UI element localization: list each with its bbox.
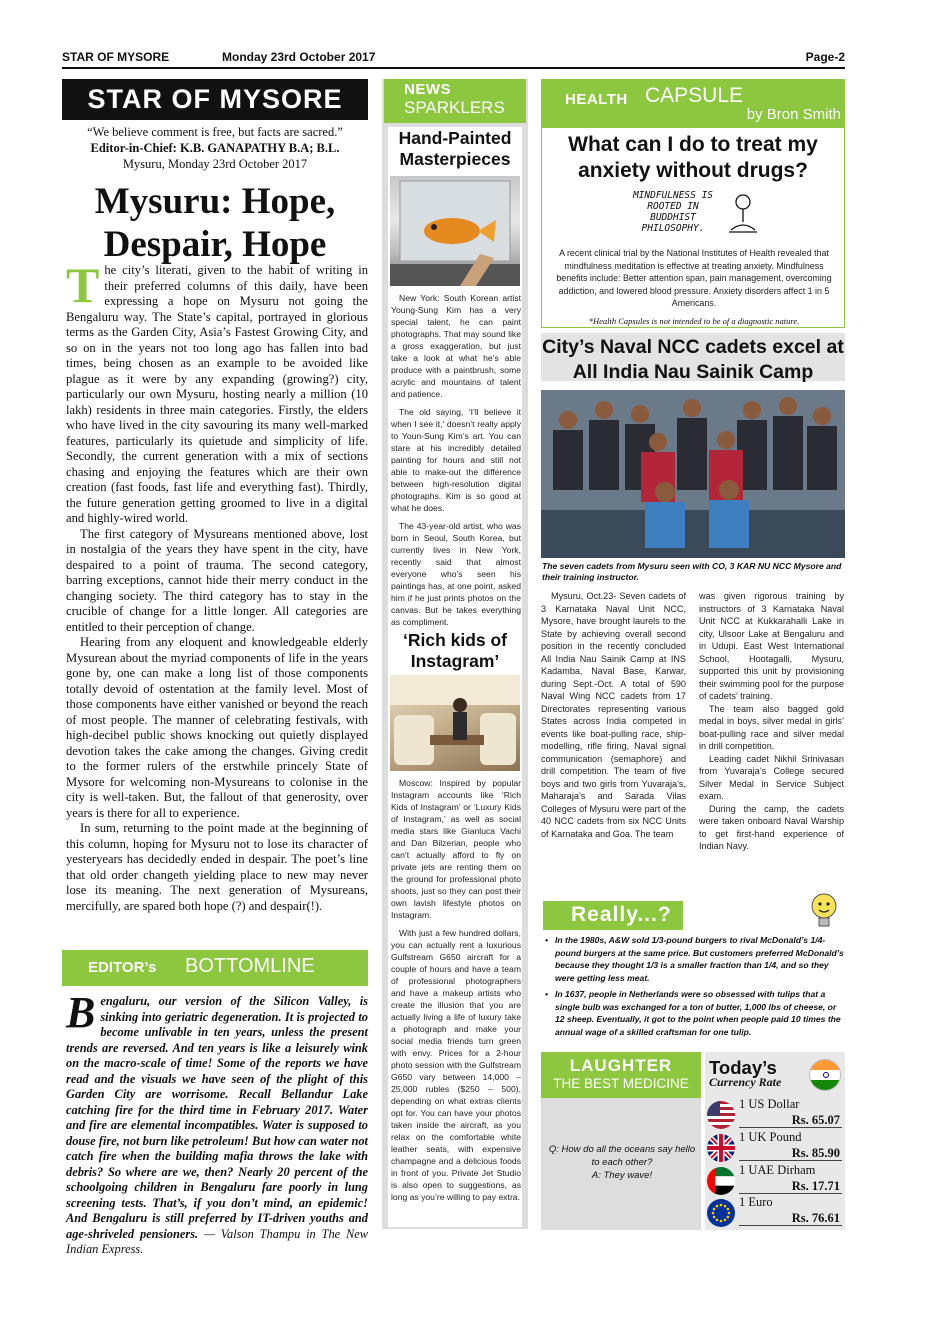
health-question: What can I do to treat my anxiety without drugs? <box>568 133 818 182</box>
ncc-paragraph: Mysuru, Oct.23- Seven cadets of 3 Karnataka Naval Unit NCC, Mysore, have brought laurels to the State by achieving overall second position in the recently concluded All India Nau Sainik Camp at INS Kadamba, Naval Base, Karwar, during Sept.-Oct. A total of 590 Naval Wing NCC cadets from 17 Directorates representing various States across India competed in events like boat-pulling race, ship-modelling, rifle firing, Naval signal communication (semaphore) and drill competition. The team of five boys and two girls from Yuvaraja’s, Maharaja’s and Sarada Vilas Colleges of Mysuru were part of the 40 NCC cadets from six NCC Units of Karnataka and Goa. The team <box>541 591 686 839</box>
currency-row <box>706 1098 844 1131</box>
editorial-body <box>66 257 368 914</box>
ncc-headline: City’s Naval NCC cadets excel at All India Nau Sainik Camp <box>542 336 844 383</box>
ncc-column-2 <box>699 590 844 853</box>
ncc-column-1 <box>541 590 686 840</box>
editorial-paragraph: Hearing from any eloquent and knowledgeable elderly Mysurean about the myriad components of life in the years gone by, one can make a long list of those components totally devoid of ostentation at the family level. Most of those components have either vanished or beyond the reach of most people. The manner of celebrating festivals, with high-decibel public shows knocking out quietly displayed devotion takes the cake among the changes. Giving credit to the former rulers of the erstwhile princely State of Mysore for welcoming non-Mysureans to colonise in the city is well-taken. But, the fallout of that generosity, over years is there for all to experience. <box>66 635 368 820</box>
editorial-paragraph: he city’s literati, given to the habit of writing in their preferred columns of this daily, have been expressing a hope on Mysuru not going the Bengaluru way. The State’s capital, portrayed in glorious terms as the Garden City, Asia’s Fastest Growing City, and so on in the years not too long ago has fallen into bad times, being chosen as an example to be avoided like plague as it were by any expanding (growing?) city, particularly our own Mysuru, hosting nearly a million (10 lakh) residents in three main categories. Firstly, the elders who have lived in the city savouring its many well-marked features, particularly its quietude and simplicity of life. Secondly, the current generation with a mix of sections chasing and enjoying the features which are their own creation (fast foods, fast life and everything fast). Thirdly, the future generation getting groomed to live in a digital and highly-wired world. <box>66 263 368 525</box>
ncc-paragraph: The team also bagged gold medal in boys, silver medal in girls’ boat-pulling race and silver medal in drill competition. <box>699 703 844 751</box>
list-item: • In the 1980s, A&W sold 1/3-pound burgers to rival McDonald’s 1/4-pound burgers at the same price. But customers preferred McDonald’s because they thought 1/3 is a smaller fraction than 1/4, and so they were getting less meat. <box>543 934 845 984</box>
sketch-text: MINDFULNESS IS ROOTED IN BUDDHIST PHILOSOPHY. <box>632 190 714 234</box>
dateline: Mysuru, Monday 23rd October 2017 <box>122 157 308 171</box>
story1-paragraph: New York: South Korean artist Young-Sung Kim has a very special talent, he can paint photographs. That may sound like a gross exaggeration, but just take a look at what he’s able produce with a paintbrush, some acrylic and mountains of talent and patience. <box>391 293 521 399</box>
joke-answer: A: They wave! <box>591 1170 653 1181</box>
lightbulb-icon <box>805 890 843 934</box>
health-banner <box>541 79 845 128</box>
health-disclaimer: *Health Capsules is not intended to be of a diagnostic nature. <box>588 316 800 326</box>
health-label: CAPSULE <box>645 84 744 107</box>
ncc-paragraph: Leading cadet Nikhil Srinivasan from Yuvaraja’s College secured Silver Medal in Service Subject exam. <box>699 753 844 801</box>
motto: “We believe comment is free, but facts are sacred.” <box>87 125 343 139</box>
story2-title: ‘Rich kids of Instagram’ <box>402 630 508 671</box>
ncc-cadets-photo <box>541 390 845 558</box>
uae-flag-icon <box>707 1167 735 1195</box>
editor-line: Editor-in-Chief: K.B. GANAPATHY B.A; B.L. <box>90 141 340 155</box>
header-rule <box>62 67 845 69</box>
editorial-dropcap: T <box>66 257 100 313</box>
currency-name: 1 UAE Dirham <box>739 1163 816 1177</box>
sparklers-label-top: NEWS <box>404 81 451 98</box>
bottomline-dropcap: B <box>66 988 96 1037</box>
rate-underline <box>739 1225 842 1226</box>
story2-paragraph: With just a few hundred dollars, you can actually rent a luxurious Gulfstream G650 aircraft for a couple of hours and have a team of professional photographers and have a makeup artists who create the illusion that you are actually living a life of luxury take a photograph and make your social media friends turn green with envy. Prices for a 2-hour photo session with the Gulfstream G650 vary between 14,000 – 25,000 rubles ($250 – 500), depending on what extras clients opt for. You can have your photos taken inside the aircraft, as you relax on the comfortable white leather seats, with expensive champagne and a delicious foods in front of you. Private Jet Studio is also open to suggestions, as long as you’re willing to pay extra. <box>391 928 521 1202</box>
bottomline-text: engaluru, our version of the Silicon Valley, is sinking into geriatric degeneration. It is projected to become unlivable in ten years, unless the present trends are reversed. And ten years is like a leisurely wink on the macro-scale of time! Some of the reports we have read and the visuals we have seen of the plight of this Garden City are worrisome. Recall Bellandur Lake catching fire for the third time in February 2017. Water and fire are elemental incompatibles. Water is supposed to douse fire, not burn like petroleum! But how can water not catch fire when the building mafia throws the lake with debris? So where are we, then? Nearly 20 percent of the schoolgoing children in Bengaluru fare poorly in lung screening tests. That’s, if you don’t mind, an epidemic! And Bengaluru is still preferred by IT-driven youths and age-shriveled pensioners. <box>66 994 368 1241</box>
really-banner <box>543 901 683 930</box>
currency-rate: Rs. 85.90 <box>791 1146 840 1160</box>
list-item: • In 1637, people in Netherlands were so obsessed with tulips that a single bulb was exchanged for a ton of butter, 1,000 lbs of cheese, or 12 sheep. Eventually, it got to the point when people paid 10 times the annual wage of a skilled craftsman for one tulip. <box>543 988 845 1038</box>
sparklers-label-bottom: SPARKLERS <box>404 98 505 117</box>
story1-body <box>391 292 521 634</box>
really-label: Really...? <box>571 903 672 926</box>
bottomline-label: BOTTOMLINE <box>185 955 315 977</box>
ncc-paragraph: During the camp, the cadets were taken onboard Naval Warship to get first-hand experience of Indian Navy. <box>699 803 844 851</box>
rate-underline <box>739 1193 842 1194</box>
story1-paragraph: The old saying, ‘I’ll believe it when I see it,’ doesn’t really apply to Youn-Sung Kim’s art. You can stare at his incredibly detailed painting for hours and still not able to make-out the difference between high-resolution digital photographs. Kim is so good at what he does. <box>391 407 521 513</box>
page-number: Page-2 <box>805 50 845 64</box>
laughter-label-bottom: THE BEST MEDICINE <box>553 1076 689 1091</box>
eu-flag-icon <box>707 1199 735 1227</box>
laughter-joke <box>547 1143 697 1182</box>
rate-underline <box>739 1127 842 1128</box>
rate-underline <box>739 1160 842 1161</box>
currency-name: 1 UK Pound <box>739 1130 802 1144</box>
uk-flag-icon <box>707 1134 735 1162</box>
editorial-credits <box>62 124 368 172</box>
bottomline-signature: — Valson Thampu in The New Indian Express. <box>66 1226 369 1256</box>
bottomline-banner <box>62 950 368 986</box>
india-flag-icon <box>809 1059 841 1091</box>
currency-rate: Rs. 17.71 <box>791 1179 840 1193</box>
currency-row <box>706 1131 844 1164</box>
bottomline-label-bold: EDITOR’s <box>88 959 157 976</box>
currency-name: 1 Euro <box>739 1195 773 1209</box>
masthead: STAR OF MYSORE <box>62 79 368 120</box>
story2-body <box>391 777 521 1209</box>
health-label-bold: HEALTH <box>565 91 628 108</box>
laughter-label-top: LAUGHTER <box>569 1056 673 1075</box>
currency-subtitle: Currency Rate <box>709 1075 782 1089</box>
story1-paragraph: The 43-year-old artist, who was born in Seoul, South Korea, but currently lives in New York, recently said that almost everyone who’s seen his paintings has, at one point, asked him if he just prints photos on the canvas. But he takes everything as compliment. <box>391 521 521 627</box>
private-jet-photo <box>390 675 520 771</box>
sparklers-banner <box>384 79 526 123</box>
currency-title: Today’s <box>709 1057 777 1078</box>
story1-title: Hand-Painted Masterpieces <box>398 128 512 169</box>
currency-row <box>706 1196 844 1229</box>
us-flag-icon <box>707 1101 735 1129</box>
story2-paragraph: Moscow: Inspired by popular Instagram accounts like ‘Rich Kids of Instagram’ or ‘Luxury Kids of Instagram,’ as well as social media stars like Gianluca Vachi and Dan Bilzerian, people who can’t actually afford to fly on private jets are renting them on the ground for professional photo shoots, just so they can post their own lavish lifestyle photos on Instagram. <box>391 778 521 920</box>
currency-rate: Rs. 76.61 <box>791 1211 840 1225</box>
editorial-paragraph: In sum, returning to the point made at the beginning of this column, hoping for Mysuru not to lose its character of yesteryears has decidedly ended in despair. The poet’s line that old order changeth yielding place to new may never lose its meaning. The next generation of Mysureans, mercifully, are spared both hope (?) and despair(!). <box>66 821 368 913</box>
ncc-photo-caption: The seven cadets from Mysuru seen with CO, 3 KAR NU NCC Mysore and their training instructor. <box>542 561 842 582</box>
currency-row <box>706 1164 844 1197</box>
bottomline-body <box>66 988 369 1258</box>
laughter-banner <box>541 1052 701 1098</box>
health-text: A recent clinical trial by the National Institutes of Health revealed that mindfulness meditation is effective at treating anxiety. Mindfulness benefits include: Better attention span, pain management, overcoming addiction, and lowered blood pressure. Anxiety disorders affect 1 in 5 Americans. <box>556 248 832 308</box>
currency-rate: Rs. 65.07 <box>791 1113 840 1127</box>
mindfulness-sketch <box>623 190 763 240</box>
joke-question: Q: How do all the oceans say hello to each other? <box>548 1144 696 1168</box>
meditating-figure-icon <box>723 192 763 238</box>
health-author: by Bron Smith <box>746 106 841 123</box>
goldfish-painting-image <box>390 176 520 286</box>
page-header <box>62 50 845 66</box>
ncc-paragraph: was given rigorous training by instructors of 3 Karnataka Naval Unit NCC at Kukkarahalli Lake in city, Ulsoor Lake at Bengaluru and in Udupi. East West International School, Hootagalli, Mysuru, supported this unit by provisioning their swimming pool for the purpose of cadets’ training. <box>699 591 844 701</box>
editorial-headline: Mysuru: Hope, Despair, Hope <box>94 181 336 265</box>
really-facts-list <box>543 934 845 1042</box>
issue-date: Monday 23rd October 2017 <box>222 50 376 64</box>
paper-name: STAR OF MYSORE <box>62 50 170 64</box>
editorial-paragraph: The first category of Mysureans mentioned above, lost in nostalgia of the years they have spent in the city, have despaired to a point of trauma. The second category, barring exceptions, cannot hide their merry conduct in the changing society. The third category has to stay in the crucible of change for a little longer. All categories are entitled to their perception of change. <box>66 526 368 634</box>
currency-name: 1 US Dollar <box>739 1097 800 1111</box>
